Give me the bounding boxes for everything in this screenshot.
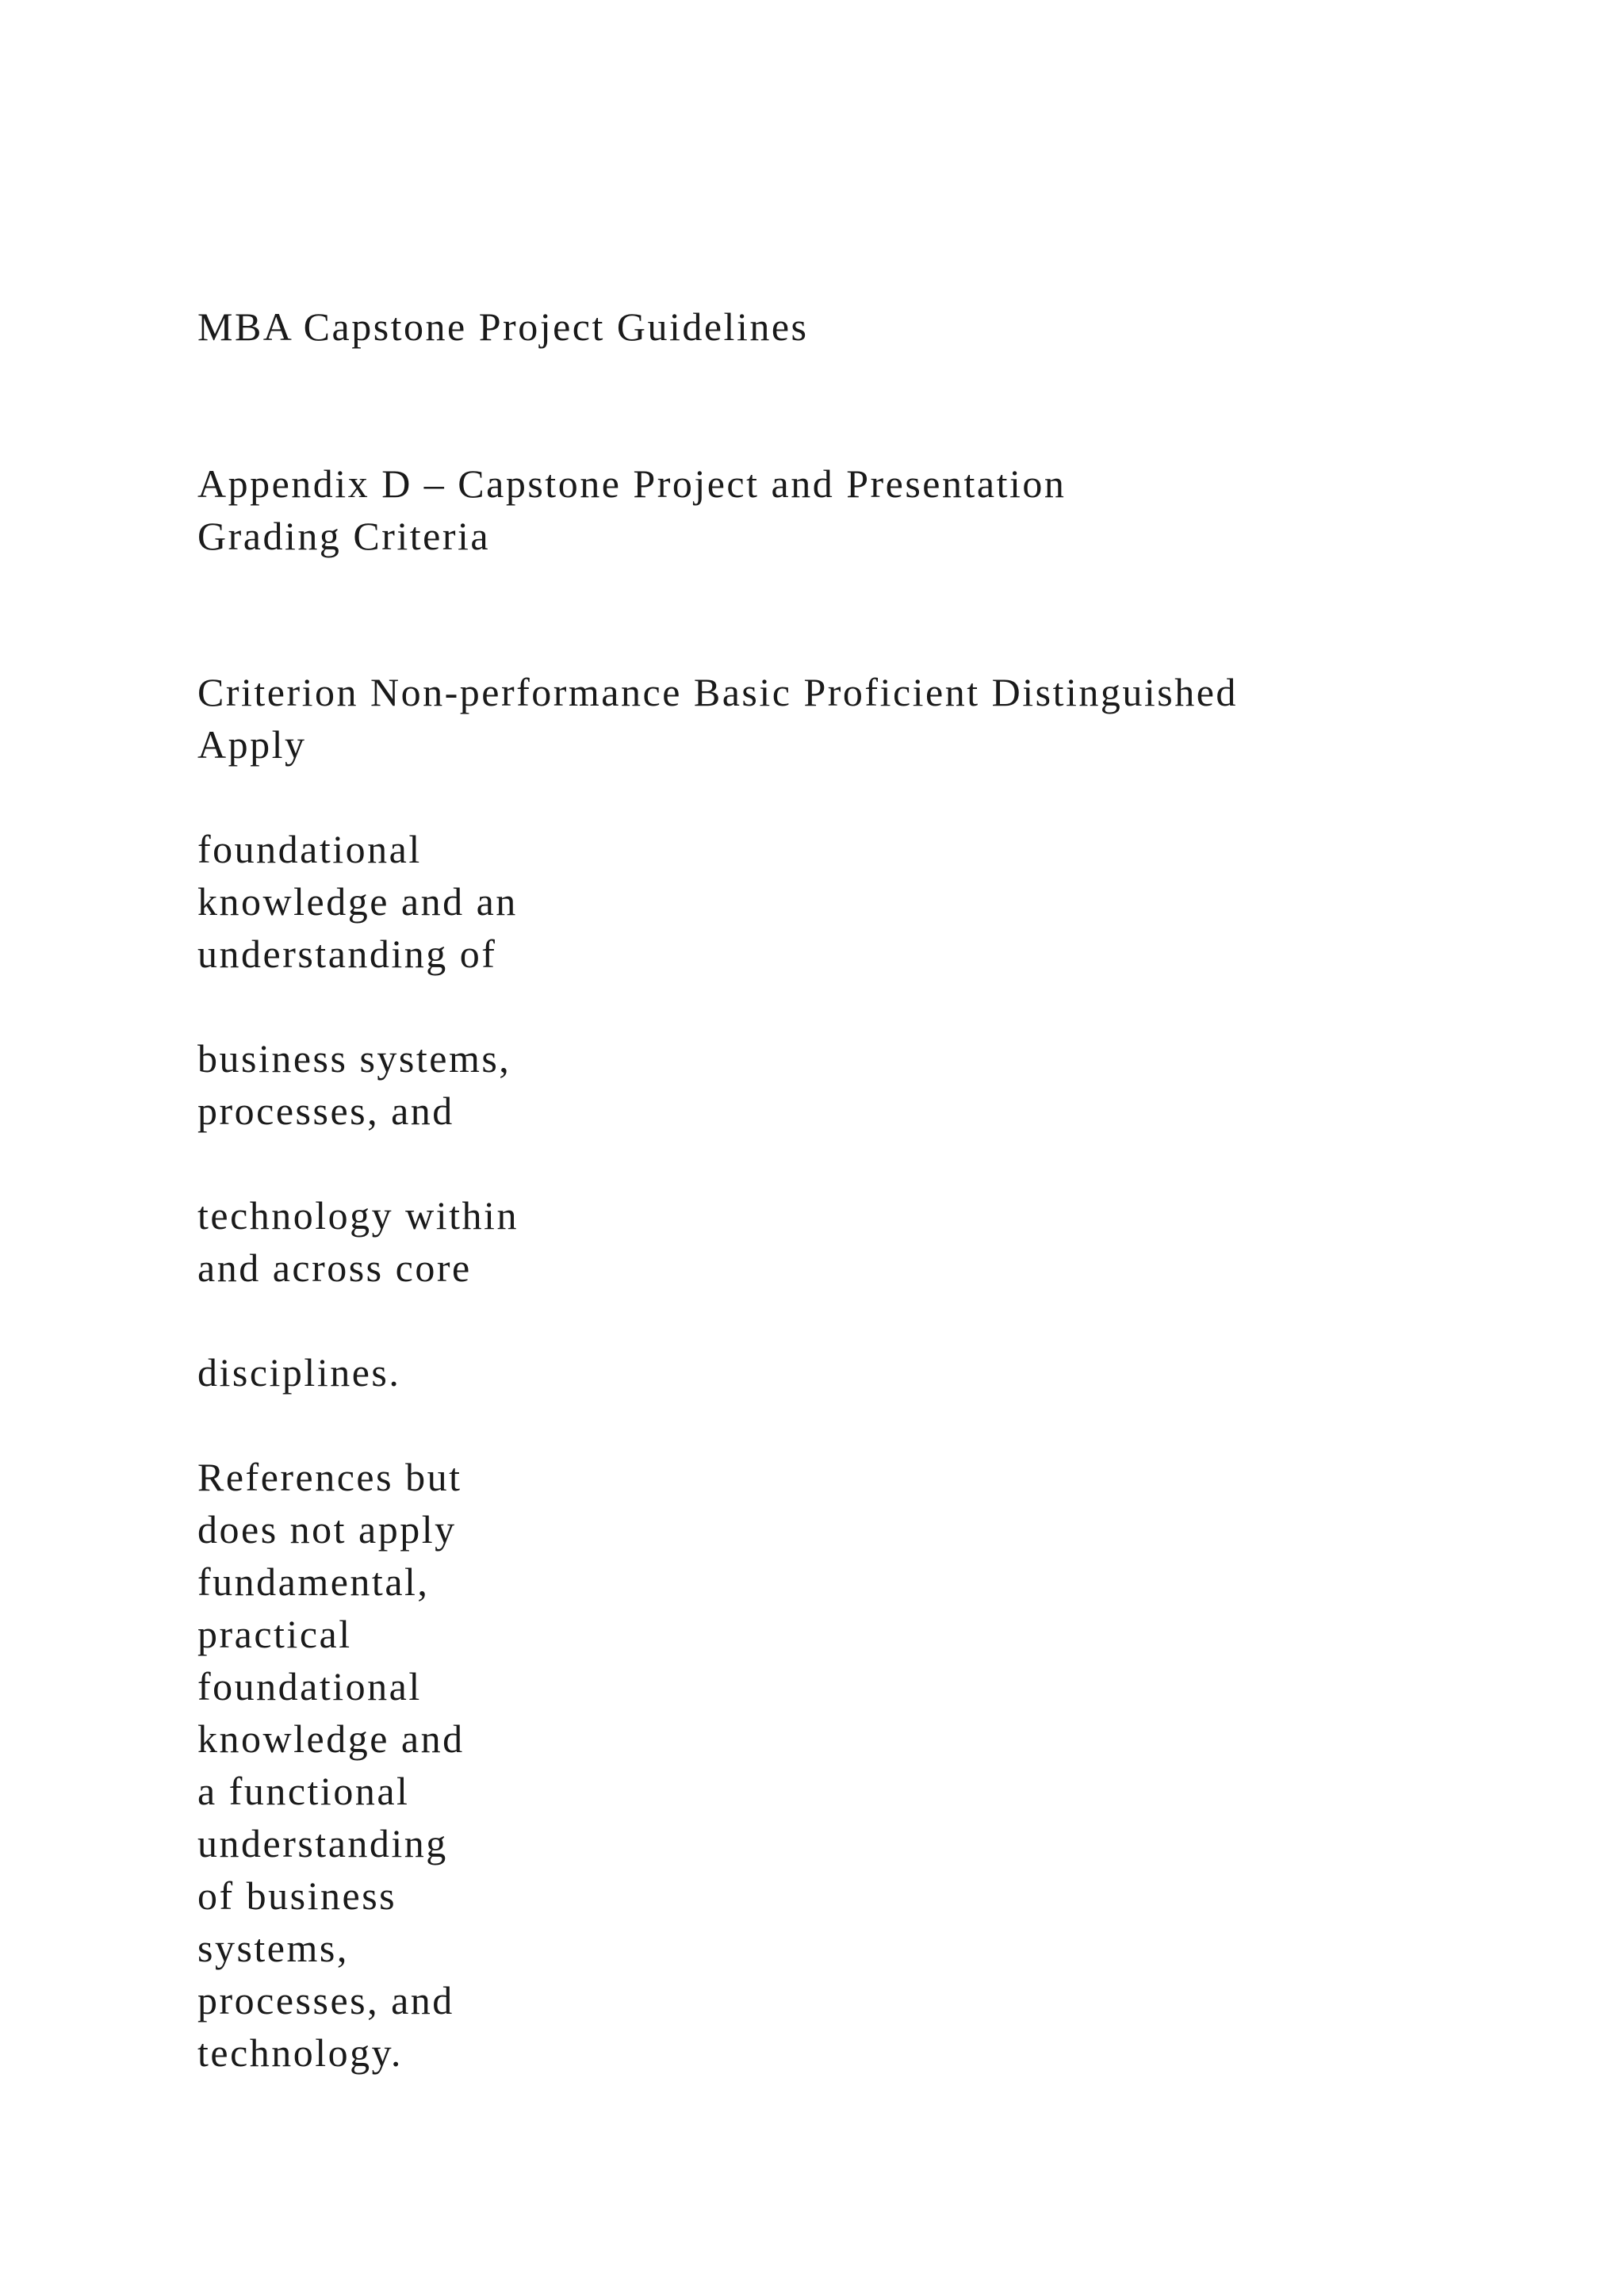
non-performance-text-line: processes, and [197, 1978, 454, 2022]
rubric-header-line-1: Criterion Non-performance Basic Proficient Distinguished [197, 670, 1238, 714]
criterion-text-line: processes, and [197, 1089, 454, 1133]
criterion-text-line: technology within [197, 1193, 519, 1238]
criterion-text-line: understanding of [197, 932, 497, 976]
criterion-text-line: and across core [197, 1246, 472, 1290]
appendix-heading-line-2: Grading Criteria [197, 514, 491, 558]
non-performance-text-line: technology. [197, 2030, 403, 2075]
non-performance-text-line: systems, [197, 1926, 349, 1970]
non-performance-text-line: understanding [197, 1821, 448, 1866]
rubric-header-line-2: Apply [197, 722, 307, 767]
non-performance-text-line: fundamental, [197, 1559, 430, 1604]
non-performance-text-line: of business [197, 1873, 397, 1918]
non-performance-text-line: foundational [197, 1664, 422, 1709]
non-performance-text-line: practical [197, 1612, 352, 1656]
appendix-heading-line-1: Appendix D – Capstone Project and Presentation [197, 461, 1067, 506]
document-title: MBA Capstone Project Guidelines [197, 304, 809, 349]
criterion-text-line: foundational [197, 827, 422, 871]
criterion-text-line: business systems, [197, 1036, 511, 1081]
non-performance-text-line: References but [197, 1455, 462, 1499]
non-performance-text-line: does not apply [197, 1507, 457, 1552]
criterion-text-line: disciplines. [197, 1350, 401, 1395]
non-performance-text-line: knowledge and [197, 1716, 465, 1761]
criterion-text-line: knowledge and an [197, 879, 518, 924]
non-performance-text-line: a functional [197, 1769, 410, 1813]
